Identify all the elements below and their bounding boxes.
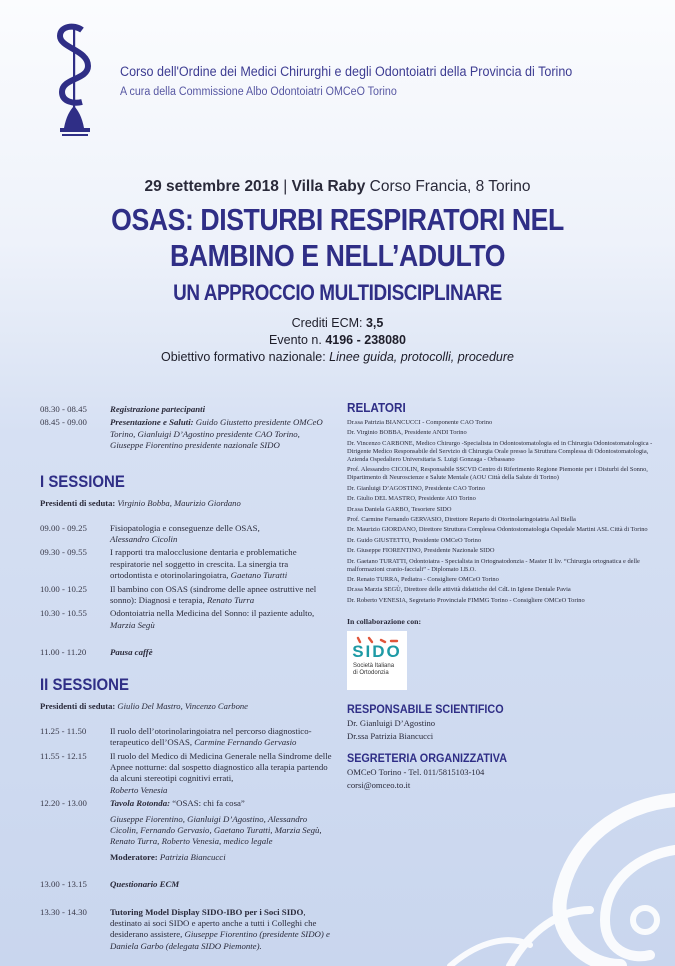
scientific-name: Dr. Gianluigi D’Agostino [347,718,436,729]
header-course-line: Corso dell'Ordine dei Medici Chirurghi e degli Odontoiatri della Provincia di Torino [120,64,573,79]
credits-value: 3,5 [365,316,384,330]
program-time: 10.30 - 10.55 [40,608,87,619]
program-row [40,726,332,749]
program-title: Registrazione partecipanti [110,404,206,414]
program-text [110,547,332,581]
tutoring-row [40,907,332,955]
program-time: 11.25 - 11.50 [40,725,87,736]
speaker-item: Dr. Maurizio GIORDANO, Direttore Struttura Complessa Odontostomatologia Ospedale Martini ASL Città di Torino [347,526,648,534]
speaker-item: Dr. Giuseppe FIORENTINO, Presidente Nazionale SIDO [347,547,495,555]
speaker-item: Prof. Alessandro CICOLIN, Responsabile SSCVD Centro di Riferimento Regione Piemonte per i Disturbi del Sonno, Dipartimento di Neuroscienze e Salute Mentale (AOU Città della Salute di Torino) [347,466,648,482]
program-speaker: Carmine Fernando Gervasio [192,737,297,748]
venue: Villa Raby [291,178,366,195]
program-title: Pausa caffè [110,647,153,658]
date-venue-line [0,178,675,196]
program-text [110,647,332,658]
program-text [110,584,332,607]
program-row [40,404,332,415]
scientific-names [347,717,667,743]
program-time: 09.30 - 09.55 [40,547,87,558]
separator: | [278,178,292,195]
opening-list [40,404,332,454]
program-text [110,417,332,451]
program-extra: “OSAS: chi fa cosa” [170,798,245,809]
sido-dashes-icon [355,636,399,644]
program-time: 10.00 - 10.25 [40,583,87,594]
session-1-presidents [40,498,332,509]
scientific-name: Dr.ssa Patrizia Biancucci [347,731,434,742]
program-title: Il ruolo dell’otorinolaringoiatra nel percorso diagnostico-terapeutico dell’OSAS, [110,725,312,748]
panel-members: Giuseppe Fiorentino, Gianluigi D’Agostino, Alessandro Cicolin, Fernando Gervasio, Gaetano Turatti, Marzia Segù, Renato Turra, Roberto Venesia, medico legale [110,813,322,847]
secretariat-info [347,766,667,792]
session-1-heading: I SESSIONE [40,471,125,491]
program-title: I rapporti tra malocclusione dentaria e problematiche respiratorie nel soggetto in crescita. La sinergia tra ortodontista e otorinolaringoiatra, [110,547,297,581]
secretariat-phone: OMCeO Torino - Tel. 011/5815103-104 [347,767,485,778]
address: Corso Francia, 8 Torino [365,178,531,195]
program-row [40,523,332,546]
program-speaker: Roberto Venesia [110,784,168,795]
sido-sub1: Società Italiana [353,663,395,670]
program-row [40,647,332,658]
program-title: Tutoring Model Display SIDO-IBO per i Soci SIDO [110,906,304,917]
program-text [110,879,332,890]
speaker-item: Dr. Roberto VENESIA, Segretario Provinciale FIMMG Torino - Consigliere OMCeO Torino [347,596,585,604]
speaker-item: Dr. Guido GIUSTETTO, Presidente OMCeO Torino [347,536,482,544]
speaker-item: Dr.ssa Marzia SEGÙ, Direttore delle attività didattiche del CdL in Igiene Dentale Pavia [347,586,571,594]
moderator-name: Patrizia Biancucci [157,851,226,862]
program-text [110,798,332,863]
program-speaker: Alessandro Cicolin [110,534,178,545]
speaker-item: Dr. Giulio DEL MASTRO, Presidente AIO Torino [347,495,476,503]
presidents-label: Presidenti di seduta: [40,700,116,711]
program-speaker: Renato Turra [204,595,255,606]
event-date: 29 settembre 2018 [144,178,279,195]
program-extra: , destinato ai soci SIDO e aperto anche a tutti i Colleghi che desiderano assistere, [110,906,317,940]
collaboration-label: In collaborazione con: [347,617,422,627]
program-speaker: Marzia Segù [110,619,155,630]
secretariat-email[interactable]: corsi@omceo.to.it [347,780,411,791]
moderator-label: Moderatore: [110,851,158,862]
speaker-item: Dr. Gaetano TURATTI, Odontoiatra - Specialista in Ortognatodonzia - Master II liv. “Chirurgia ortognatica e delle malformazioni cranio-facciali” - Diplomato I.B.O. [347,557,640,573]
program-text [110,726,332,749]
program-speaker: Giuseppe Fiorentino (presidente SIDO) e Daniela Garbo (delegata SIDO Piemonte). [110,929,330,951]
program-text [110,907,332,953]
speaker-item: Dr.ssa Patrizia BIANCUCCI - Componente CAO Torino [347,419,493,426]
program-text [110,751,332,797]
break-row [40,647,332,660]
caduceus-logo [52,22,98,140]
program-time: 13.30 - 14.30 [40,906,87,917]
info-column [347,400,667,792]
program-title: Presentazione e Saluti: [110,417,194,428]
presidents-label: Presidenti di seduta: [40,497,116,508]
sido-sub2: di Ortodonzia [353,670,389,677]
program-time: 13.00 - 13.15 [40,879,87,890]
program-row [40,547,332,581]
sido-wordmark: SIDO [352,642,402,662]
questionnaire-row [40,879,332,892]
event-number [0,333,675,348]
speaker-item: Dr. Gianluigi D’AGOSTINO, Presidente CAO Torino [347,484,486,492]
event-number-label: Evento n. [269,333,326,347]
speaker-item: Dr. Renato TURRA, Pediatra - Consigliere OMCeO Torino [347,576,499,584]
program-speaker: Gaetano Turatti [228,570,288,581]
speakers-list [347,419,667,607]
presidents-names: Giulio Del Mastro, Vincenzo Carbone [115,700,248,711]
program-text [110,523,332,546]
program-text [110,404,332,415]
speaker-item: Dr. Virginio BOBBA, Presidente ANDI Torino [347,429,467,437]
program-title: Questionario ECM [110,879,180,890]
session-2-presidents [40,701,332,712]
speakers-heading: RELATORI [347,400,406,415]
program-time: 09.00 - 09.25 [40,522,87,533]
program-title: Fisiopatologia e conseguenze delle OSAS, [110,522,260,533]
program-title: Odontoiatria nella Medicina del Sonno: il paziente adulto, [110,608,315,619]
speaker-item: Dr. Vincenzo CARBONE, Medico Chirurgo -Specialista in Odontostomatologia ed in Chirurgia Odontostomatologica - Dirigente Medico Responsabile del Servizio di Chirurgia Orale presso la Struttura Complessa di Odontostomatologia, Azienda Ospedaliero Universitaria S. Luigi Gonzaga - Orbassano [347,439,653,463]
session-2-list [40,726,332,865]
event-number-value: 4196 - 238080 [325,333,406,347]
objective [0,350,675,365]
session-2-heading: II SESSIONE [40,674,129,694]
program-row [40,608,332,631]
credits-label: Crediti ECM: [291,316,366,330]
program-title: Tavola Rotonda: [110,798,171,809]
objective-label: Obiettivo formativo nazionale: [161,350,330,364]
moderator [110,852,332,863]
title-line-2: BAMBINO E NELL’ADULTO [169,238,506,273]
program-time: 11.55 - 12.15 [40,750,87,761]
program-time: 12.20 - 13.00 [40,798,87,809]
program-row [40,751,332,797]
program-row [40,584,332,607]
scientific-heading: RESPONSABILE SCIENTIFICO [347,702,504,717]
program-text [110,608,332,631]
speaker-item: Dr.ssa Daniela GARBO, Tesoriere SIDO [347,505,452,513]
title-line-1: OSAS: DISTURBI RESPIRATORI NEL [111,202,564,237]
program-title: Il bambino con OSAS (sindrome delle apnee ostruttive nel sonno): Diagnosi e terapia, [110,583,317,606]
speaker-item: Prof. Carmine Fernando GERVASIO, Direttore Reparto di Otorinolaringoiatria Asl Biella [347,516,576,524]
program-speaker: Guido Giustetto presidente OMCeO Torino, Gianluigi D’Agostino presidente CAO Torino, Giuseppe Fiorentino presidente nazionale SIDO [110,417,323,451]
program-row [40,907,332,953]
sido-logo [347,631,407,690]
subtitle: UN APPROCCIO MULTIDISCIPLINARE [173,280,502,305]
secretariat-heading: SEGRETERIA ORGANIZZATIVA [347,751,508,766]
program-time: 08.45 - 09.00 [40,417,87,428]
program-row [40,879,332,890]
header-commission-line: A cura della Commissione Albo Odontoiatri OMCeO Torino [120,86,397,98]
objective-value: Linee guida, protocolli, procedure [329,350,514,364]
ecm-credits [0,316,675,331]
program-title: Il ruolo del Medico di Medicina Generale nella Sindrome delle Apnee notturne: dal sospetto diagnostico alla terapia partendo da alcuni stereotipi cognitivi errati, [110,750,332,784]
program-time: 08.30 - 08.45 [40,404,87,414]
program-time: 11.00 - 11.20 [40,647,87,658]
program-column [40,404,332,954]
session-1-list [40,523,332,634]
program-row [40,417,332,451]
program-row [40,798,332,863]
presidents-names: Virginio Bobba, Maurizio Giordano [115,497,241,508]
